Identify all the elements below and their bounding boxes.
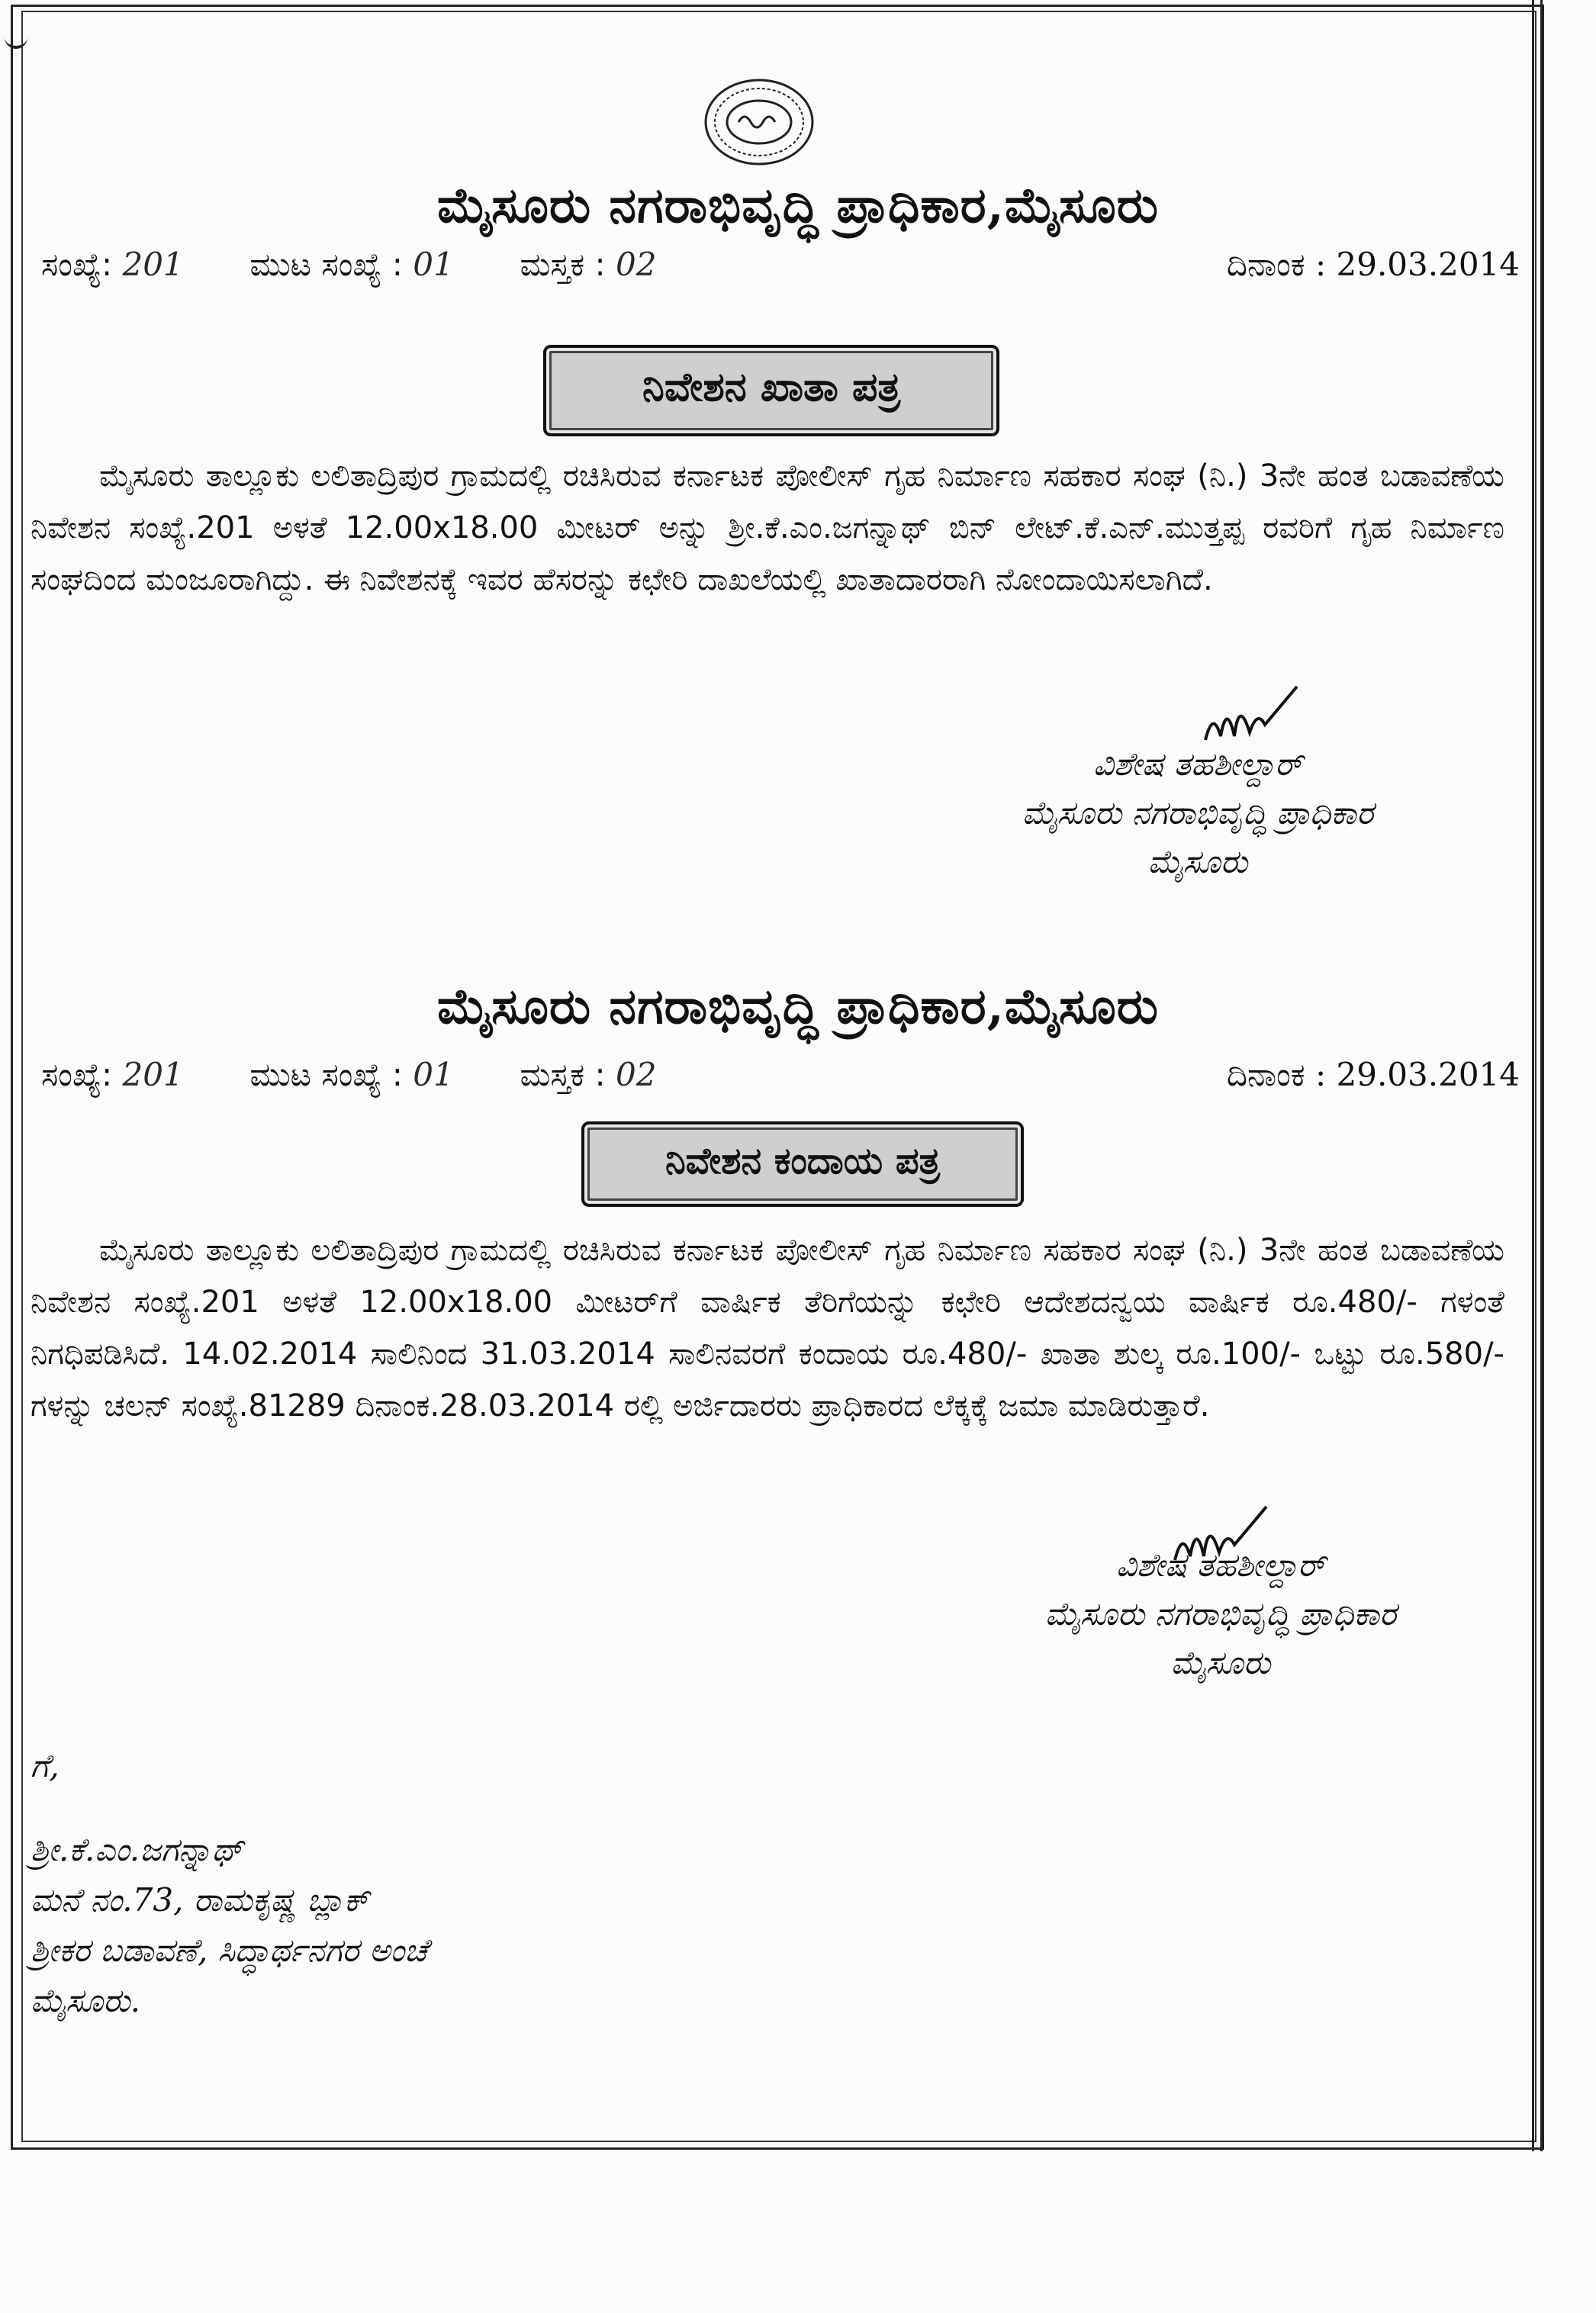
letter1-page-number: 01 — [413, 246, 454, 283]
letter1-signatory-org: ಮೈಸೂರು ನಗರಾಭಿವೃದ್ಧಿ ಪ್ರಾಧಿಕಾರ — [1022, 794, 1374, 832]
letter2-heading: ನಿವೇಶನ ಕಂದಾಯ ಪತ್ರ — [581, 1121, 1024, 1207]
addressee-line2: ಶ್ರೀಕರ ಬಡಾವಣೆ, ಸಿದ್ಧಾರ್ಥನಗರ ಅಂಚೆ — [31, 1932, 428, 1969]
letter2-signatory-title: ವಿಶೇಷ ತಹಶೀಲ್ದಾರ್ — [1116, 1546, 1325, 1584]
muda-seal-icon — [700, 76, 818, 168]
letter1-date: ದಿನಾಂಕ : 29.03.2014 — [1226, 246, 1520, 283]
letter1-signatory-place: ಮೈಸೂರು — [1147, 843, 1248, 880]
letter1-ref-number: 201 — [122, 246, 184, 283]
letter2-meta — [41, 1056, 656, 1094]
letter1-ref-label: ಸಂಖ್ಯೆ: — [41, 246, 113, 283]
letter2-date: ದಿನಾಂಕ : 29.03.2014 — [1226, 1056, 1520, 1093]
letter1-body — [31, 450, 1504, 606]
letter2-ref-label: ಸಂಖ್ಯೆ: — [41, 1056, 113, 1093]
letter2-book-number: 02 — [616, 1056, 657, 1093]
addressee-to: ಗೆ, — [31, 1747, 60, 1784]
letter2-body-text: ಮೈಸೂರು ತಾಲ್ಲೂಕು ಲಲಿತಾದ್ರಿಪುರ ಗ್ರಾಮದಲ್ಲಿ ರಚಿಸಿರುವ ಕರ್ನಾಟಕ ಪೋಲೀಸ್ ಗೃಹ ನಿರ್ಮಾಣ ಸಹಕಾರ ಸಂಘ (ನಿ.) 3ನೇ ಹಂತ ಬಡಾವಣೆಯ ನಿವೇಶನ ಸಂಖ್ಯೆ.201 ಅಳತೆ 12.00x18.00 ಮೀಟರ್‌ಗೆ ವಾರ್ಷಿಕ ತೆರಿಗೆಯನ್ನು ಕಛೇರಿ ಆದೇಶದನ್ವಯ ವಾರ್ಷಿಕ ರೂ.480/- ಗಳಂತೆ ನಿಗಧಿಪಡಿಸಿದೆ. 14.02.2014 ಸಾಲಿನಿಂದ 31.03.2014 ಸಾಲಿನವರಗೆ ಕಂದಾಯ ರೂ.480/- ಖಾತಾ ಶುಲ್ಕ ರೂ.100/- ಒಟ್ಟು ರೂ.580/- ಗಳನ್ನು ಚಲನ್ ಸಂಖ್ಯೆ.81289 ದಿನಾಂಕ.28.03.2014 ರಲ್ಲಿ ಅರ್ಜಿದಾರರು ಪ್ರಾಧಿಕಾರದ ಲೆಕ್ಕಕ್ಕೆ ಜಮಾ ಮಾಡಿರುತ್ತಾರೆ. — [31, 1233, 1504, 1424]
letter2-title: ಮೈಸೂರು ನಗರಾಭಿವೃದ್ಧಿ ಪ್ರಾಧಿಕಾರ,ಮೈಸೂರು — [437, 978, 1159, 1035]
letter2-signature-block — [954, 1541, 1488, 1687]
letter1-meta — [41, 246, 656, 284]
letter1-page-label: ಮುಟ ಸಂಖ್ಯೆ : — [249, 246, 403, 283]
letter1-title: ಮೈಸೂರು ನಗರಾಭಿವೃದ್ಧಿ ಪ್ರಾಧಿಕಾರ,ಮೈಸೂರು — [437, 177, 1159, 234]
addressee-line1: ಮನೆ ನಂ.73, ರಾಮಕೃಷ್ಣ ಬ್ಲಾಕ್ — [31, 1881, 369, 1919]
letter2-signatory-place: ಮೈಸೂರು — [1170, 1644, 1271, 1681]
addressee-block — [31, 1741, 428, 2026]
letter2-book-label: ಮಸ್ತಕ : — [520, 1056, 606, 1093]
page-border-right — [1532, 0, 1543, 2151]
letter2-signatory-org: ಮೈಸೂರು ನಗರಾಭಿವೃದ್ಧಿ ಪ್ರಾಧಿಕಾರ — [1044, 1595, 1397, 1633]
letter2-ref-number: 201 — [122, 1056, 184, 1093]
addressee-name: ಶ್ರೀ.ಕೆ.ಎಂ.ಜಗನ್ನಾಥ್ — [31, 1831, 243, 1868]
letter2-page-number: 01 — [413, 1056, 454, 1093]
letter1-book-number: 02 — [616, 246, 657, 283]
letter1-signature-block — [954, 740, 1442, 886]
letter2-page-label: ಮುಟ ಸಂಖ್ಯೆ : — [249, 1056, 403, 1093]
addressee-line3: ಮೈಸೂರು. — [31, 1982, 141, 2019]
letter1-book-label: ಮಸ್ತಕ : — [520, 246, 606, 283]
letter1-signatory-title: ವಿಶೇಷ ತಹಶೀಲ್ದಾರ್ — [1093, 745, 1302, 783]
letter1-heading: ನಿವೇಶನ ಖಾತಾ ಪತ್ರ — [543, 345, 999, 436]
letter2-body — [31, 1224, 1504, 1432]
letter1-body-text: ಮೈಸೂರು ತಾಲ್ಲೂಕು ಲಲಿತಾದ್ರಿಪುರ ಗ್ರಾಮದಲ್ಲಿ ರಚಿಸಿರುವ ಕರ್ನಾಟಕ ಪೋಲೀಸ್ ಗೃಹ ನಿರ್ಮಾಣ ಸಹಕಾರ ಸಂಘ (ನಿ.) 3ನೇ ಹಂತ ಬಡಾವಣೆಯ ನಿವೇಶನ ಸಂಖ್ಯೆ.201 ಅಳತೆ 12.00x18.00 ಮೀಟರ್ ಅನ್ನು ಶ್ರೀ.ಕೆ.ಎಂ.ಜಗನ್ನಾಥ್ ಬಿನ್ ಲೇಟ್.ಕೆ.ಎನ್.ಮುತ್ತಪ್ಪ ರವರಿಗೆ ಗೃಹ ನಿರ್ಮಾಣ ಸಂಘದಿಂದ ಮಂಜೂರಾಗಿದ್ದು. ಈ ನಿವೇಶನಕ್ಕೆ ಇವರ ಹೆಸರನ್ನು ಕಛೇರಿ ದಾಖಲೆಯಲ್ಲಿ ಖಾತಾದಾರರಾಗಿ ನೋಂದಾಯಿಸಲಾಗಿದೆ. — [31, 458, 1504, 597]
